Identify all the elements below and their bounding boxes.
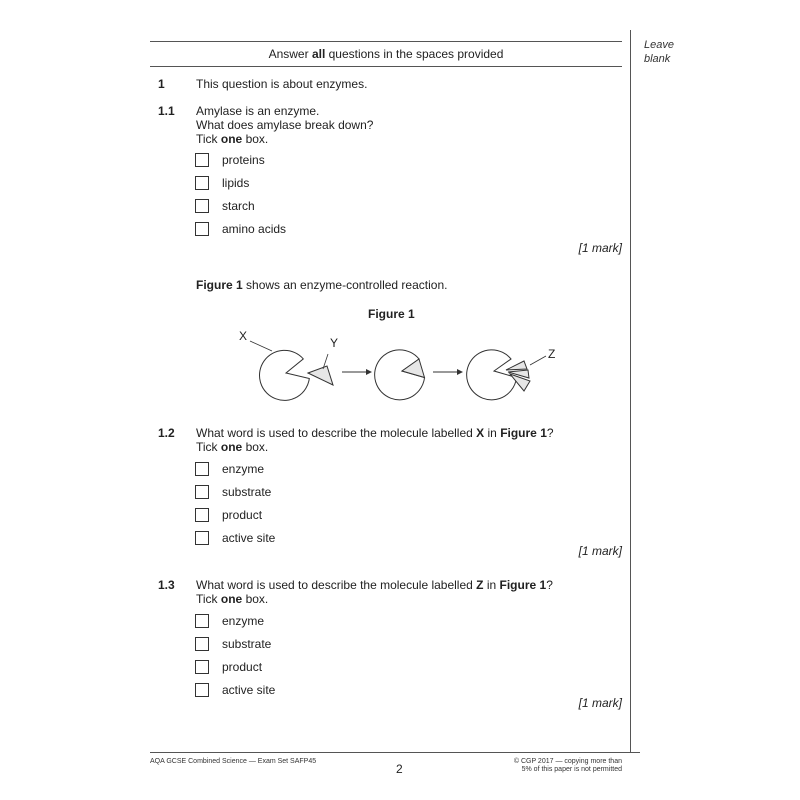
option-label: enzyme — [222, 462, 265, 476]
label-z: Z — [548, 347, 556, 361]
option-enzyme[interactable] — [195, 613, 264, 629]
question-text: This question is about enzymes. — [196, 77, 368, 91]
question-number: 1 — [158, 77, 165, 91]
label-z-pointer — [530, 356, 546, 365]
option-label: product — [222, 508, 263, 522]
option-product[interactable] — [195, 507, 262, 523]
question-number: 1.2 — [158, 426, 175, 440]
option-starch[interactable] — [195, 198, 255, 214]
checkbox[interactable] — [195, 531, 209, 545]
option-label: active site — [222, 683, 276, 697]
mark-allocation: [1 mark] — [578, 544, 622, 558]
margin-rule — [630, 30, 631, 752]
checkbox[interactable] — [195, 199, 209, 213]
option-substrate[interactable] — [195, 636, 271, 652]
checkbox[interactable] — [195, 462, 209, 476]
question-text: What word is used to describe the molecule labelled Z in Figure 1? Tick one box. — [196, 578, 553, 606]
option-product[interactable] — [195, 659, 262, 675]
arrow-icon — [457, 369, 463, 375]
checkbox[interactable] — [195, 176, 209, 190]
option-active-site[interactable] — [195, 682, 275, 698]
option-label: active site — [222, 531, 276, 545]
option-lipids[interactable] — [195, 175, 249, 191]
option-label: proteins — [222, 153, 265, 167]
arrow-icon — [366, 369, 372, 375]
mark-allocation: [1 mark] — [578, 241, 622, 255]
leave-blank-label: Leave blank — [644, 39, 674, 65]
checkbox[interactable] — [195, 508, 209, 522]
checkbox[interactable] — [195, 637, 209, 651]
mark-allocation: [1 mark] — [578, 696, 622, 710]
label-x-pointer — [250, 341, 272, 351]
checkbox[interactable] — [195, 660, 209, 674]
checkbox[interactable] — [195, 485, 209, 499]
enzyme-reaction-diagram — [230, 325, 570, 405]
checkbox[interactable] — [195, 222, 209, 236]
figure-intro: Figure 1 shows an enzyme-controlled reaction. — [196, 278, 448, 292]
footer-copyright: © CGP 2017 — copying more than 5% of this paper is not permitted — [513, 758, 622, 773]
question-number: 1.3 — [158, 578, 175, 592]
option-substrate[interactable] — [195, 484, 271, 500]
option-proteins[interactable] — [195, 152, 265, 168]
label-x: X — [239, 329, 248, 343]
product-z — [506, 361, 527, 370]
option-label: substrate — [222, 637, 272, 651]
question-number: 1.1 — [158, 104, 175, 118]
enzyme-with-products — [467, 350, 517, 400]
top-rule — [150, 41, 622, 42]
option-label: starch — [222, 199, 255, 213]
footer-rule — [150, 752, 640, 753]
substrate-y — [308, 366, 333, 385]
question-text: What word is used to describe the molecule labelled X in Figure 1? Tick one box. — [196, 426, 554, 454]
checkbox[interactable] — [195, 614, 209, 628]
option-label: substrate — [222, 485, 272, 499]
option-label: enzyme — [222, 614, 265, 628]
option-enzyme[interactable] — [195, 461, 264, 477]
question-text: Amylase is an enzyme. What does amylase break down? Tick one box. — [196, 104, 374, 146]
checkbox[interactable] — [195, 153, 209, 167]
option-active-site[interactable] — [195, 530, 275, 546]
page-number: 2 — [396, 762, 403, 776]
option-label: lipids — [222, 176, 250, 190]
heading-rule — [150, 66, 622, 67]
footer-source: AQA GCSE Combined Science — Exam Set SAFP45 — [150, 758, 317, 765]
enzyme-x — [259, 350, 309, 400]
option-amino-acids[interactable] — [195, 221, 286, 237]
option-label: amino acids — [222, 222, 287, 236]
option-label: product — [222, 660, 263, 674]
label-y: Y — [330, 336, 339, 350]
instructions-heading: Answer all questions in the spaces provided — [268, 47, 504, 61]
figure-title: Figure 1 — [368, 307, 415, 321]
checkbox[interactable] — [195, 683, 209, 697]
